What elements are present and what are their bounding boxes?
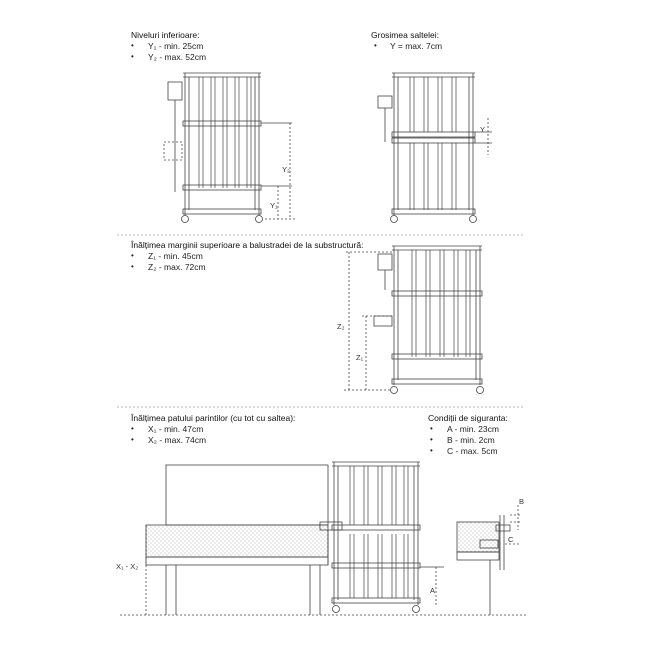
lower-levels-title: Niveluri inferioare: — [131, 30, 200, 40]
cot-slats — [199, 77, 251, 188]
rail-height-title: Înălțimea marginii superioare a balustradei de la substructură: — [131, 240, 364, 250]
dim-label-y: Y — [480, 125, 486, 134]
safety-title: Condiții de siguranta: — [428, 413, 508, 423]
cot-side-view-rail-height — [344, 246, 484, 394]
bullet-glyph: • — [131, 424, 134, 433]
parent-bed-item-x1: X₁ - min. 47cm — [148, 424, 204, 434]
bullet-glyph: • — [131, 251, 134, 260]
mattress-thickness-title: Grosimea saltelei: — [371, 30, 440, 40]
bullet-glyph: • — [131, 52, 134, 61]
bullet-glyph: • — [131, 262, 134, 271]
lower-levels-item-y2: Y₂ - max. 52cm — [148, 52, 207, 62]
cot-side-view-mattress — [378, 73, 492, 223]
bullet-glyph: • — [374, 41, 377, 50]
bullet-glyph: • — [131, 41, 134, 50]
bullet-glyph: • — [430, 424, 433, 433]
bullet-glyph: • — [430, 435, 433, 444]
dim-label-c: C — [508, 535, 514, 544]
cot-slats — [350, 466, 408, 598]
dim-label-z2: Z₂ — [337, 322, 345, 331]
dim-label-y1: Y₁ — [270, 201, 278, 210]
dim-label-a: A — [430, 586, 436, 595]
rail-height-item-z1: Z₁ - min. 45cm — [148, 251, 203, 261]
lower-levels-item-y1: Y₁ - min. 25cm — [148, 41, 204, 51]
bullet-glyph: • — [430, 446, 433, 455]
safety-item-b: B - min. 2cm — [447, 435, 495, 445]
parent-bed-height-title: Înălțimea patului parintilor (cu tot cu saltea): — [131, 413, 296, 423]
dim-label-y2: Y₂ — [282, 165, 290, 174]
mattress-thickness-item-y: Y = max. 7cm — [390, 41, 443, 51]
safety-item-c: C - max. 5cm — [447, 446, 498, 456]
bullet-glyph: • — [131, 435, 134, 444]
safety-detail-view — [457, 505, 522, 615]
dim-label-b: B — [519, 497, 525, 506]
safety-item-a: A - min. 23cm — [447, 424, 499, 434]
rail-height-item-z2: Z₂ - max. 72cm — [148, 262, 206, 272]
dim-label-x1-x2: X₁ - X₂ — [116, 562, 139, 571]
cot-slats — [410, 77, 456, 210]
dim-label-z1: Z₁ — [356, 353, 364, 362]
parent-bed-item-x2: X₂ - max. 74cm — [148, 435, 207, 445]
cot-slats — [412, 250, 470, 357]
